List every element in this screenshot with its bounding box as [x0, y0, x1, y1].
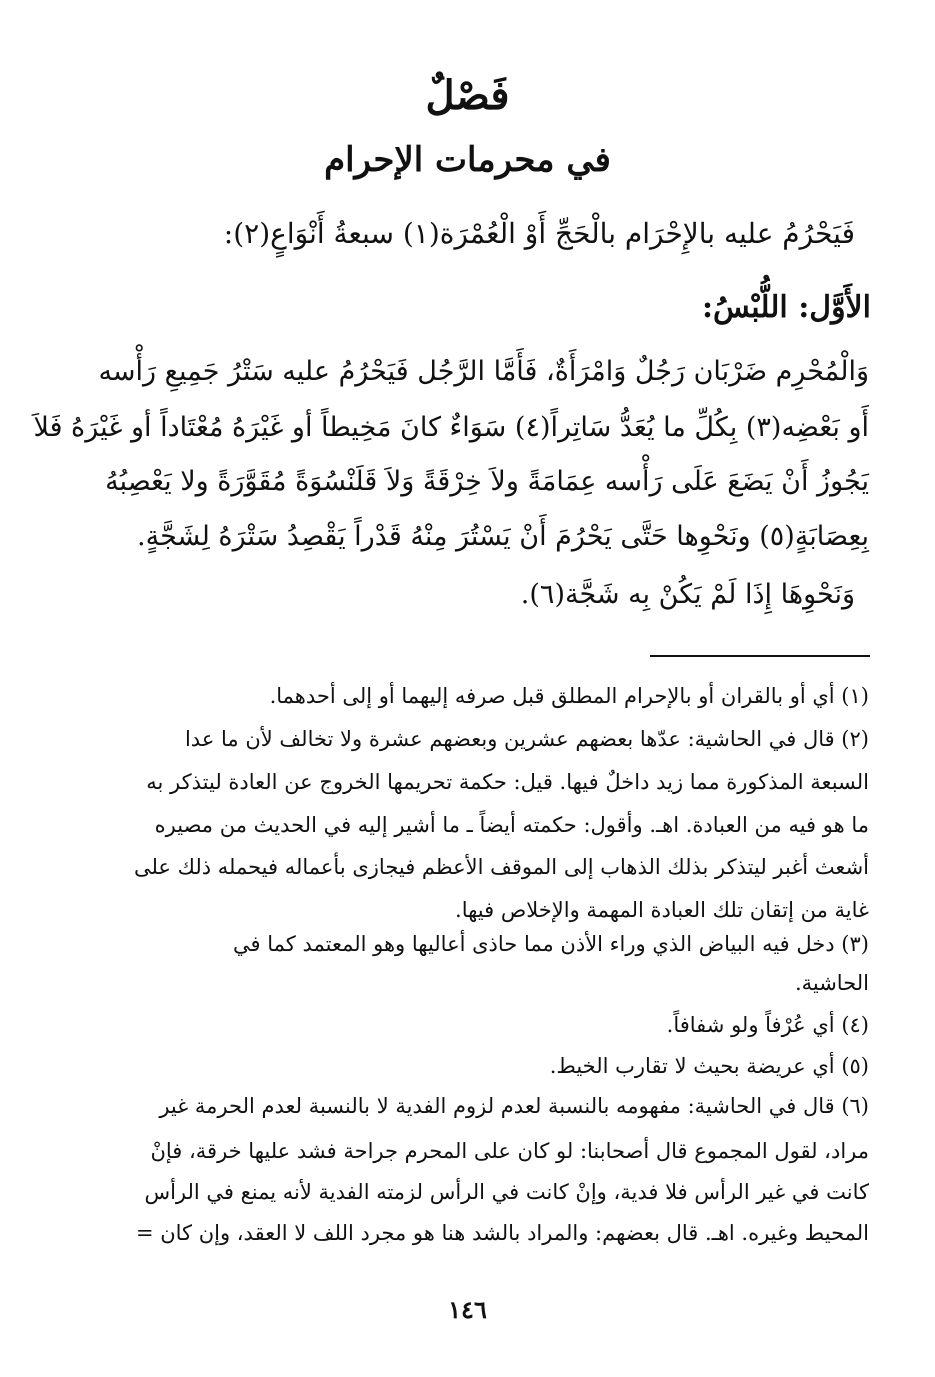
footnote-line: مراد، لقول المجموع قال أصحابنا: لو كان على المحرم جراحة فشد عليها خرقة، فإنْ — [150, 1139, 869, 1163]
body-line: يَجُوزُ أَنْ يَضَعَ عَلَى رَأْسه عِمَامَةً ولاَ خِرْقَةً وَلاَ قَلَنْسُوَةً مُقَوَّرَةً ولا يَعْصِبُهُ — [105, 466, 869, 497]
footnote-line: ما هو فيه من العبادة. اهـ. وأقول: حكمته أيضاً ـ ما أشير إليه في الحديث من مصيره — [154, 813, 869, 837]
intro-line: فَيَحْرُمُ عليه بالإِحْرَام بالْحَجِّ أَوْ الْعُمْرَة(١) سبعةُ أَنْوَاعٍ(٢): — [223, 217, 855, 250]
footnote-line: أشعث أغبر ليتذكر بذلك الذهاب إلى الموقف الأعظم فيجازى بأعماله فيحمله ذلك على — [133, 855, 869, 879]
body-line: وَنَحْوِهَا إِذَا لَمْ يَكُنْ بِه شَجَّة(٦). — [520, 579, 855, 610]
footnote-line: (٦) قال في الحاشية: مفهومه بالنسبة لعدم لزوم الفدية لا بالنسبة لعدم الحرمة غير — [159, 1094, 869, 1118]
page-number: ١٤٦ — [448, 1295, 487, 1324]
footnote-line: (٥) أي عريضة بحيث لا تقارب الخيط. — [549, 1054, 869, 1078]
chapter-subtitle: في محرمات الإحرام — [324, 140, 611, 180]
footnote-line: كانت في غير الرأس فلا فدية، وإنْ كانت في الرأس لزمته الفدية لأنه يمنع في الرأس — [144, 1180, 869, 1204]
chapter-title: فَصْلٌ — [425, 72, 510, 119]
body-line: أَو بَعْضِه(٣) بِكُلِّ ما يُعَدُّ سَاتِراً(٤) سَوَاءٌ كانَ مَخِيطاً أو غَيْرَهُ مُعْتَاداً أو غَيْرَهُ فَلاَ — [33, 412, 869, 443]
section-title: الأَوَّل: اللُّبْسُ: — [701, 290, 871, 325]
footnote-line: (٤) أي عُرْفاً ولو شفافاً. — [666, 1013, 869, 1037]
footnote-line: (٢) قال في الحاشية: عدّها بعضهم عشرين وبعضهم عشرة ولا تخالف لأن ما عدا — [184, 727, 869, 751]
body-line: وَالْمُحْرِم ضَرْبَان رَجُلٌ وَامْرَأَةٌ، فَأَمَّا الرَّجُل فَيَحْرُمُ عليه سَتْرُ جَمِيعِ رَأْسه — [98, 356, 869, 387]
footnote-line: المحيط وغيره. اهـ. قال بعضهم: والمراد بالشد هنا هو مجرد اللف لا العقد، وإن كان = — [135, 1221, 869, 1245]
footnote-line: (١) أي أو بالقران أو بالإحرام المطلق قبل صرفه إليهما أو إلى أحدهما. — [269, 684, 869, 708]
footnote-line: السبعة المذكورة مما زيد داخلٌ فيها. قيل: حكمة تحريمها الخروج عن العادة ليتذكر به — [146, 770, 869, 794]
footnote-divider — [650, 655, 870, 657]
footnote-line: غاية من إتقان تلك العبادة المهمة والإخلاص فيها. — [455, 898, 869, 922]
footnote-line: الحاشية. — [794, 971, 869, 995]
footnote-line: (٣) دخل فيه البياض الذي وراء الأذن مما حاذى أعاليها وهو المعتمد كما في — [233, 932, 869, 956]
body-line: بِعِصَابَةٍ(٥) ونَحْوِها حَتَّى يَحْرُمَ أَنْ يَسْتُرَ مِنْهُ قَدْراً يَقْصِدُ سَتْرَهُ لِشَجَّةٍ. — [137, 521, 869, 552]
